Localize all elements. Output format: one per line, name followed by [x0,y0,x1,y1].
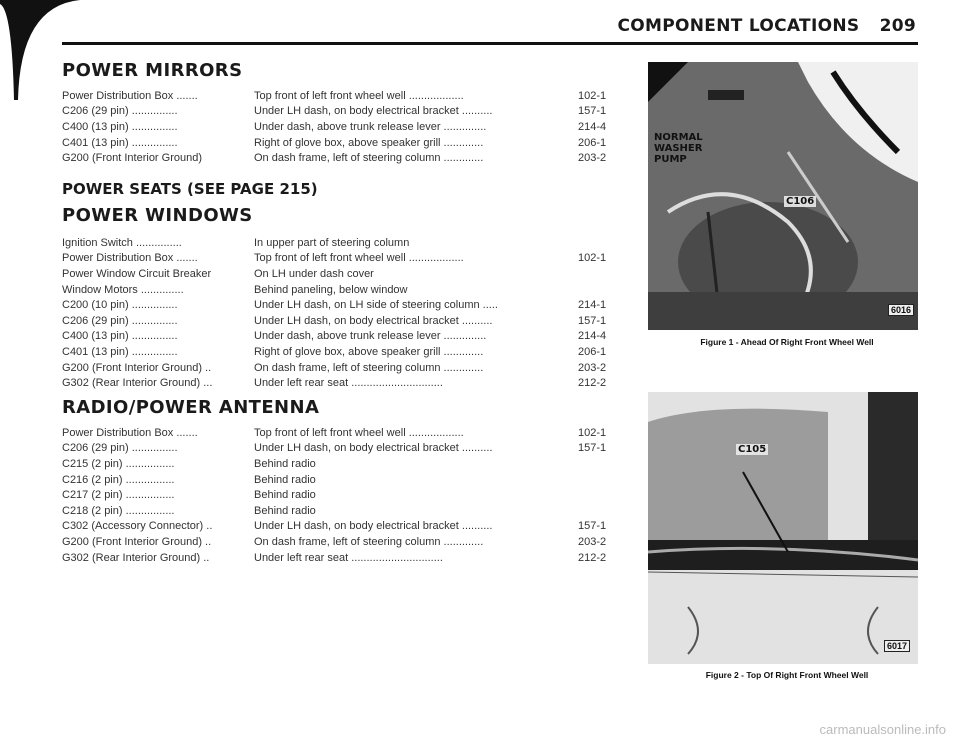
table-row: Ignition Switch ............... In upper part of steering column [62,236,410,249]
figure-2-photo [648,392,918,664]
table-row: C400 (13 pin) ............... Under dash, above trunk release lever .............. 214-4 [62,120,607,133]
table-row: C216 (2 pin) ................ Behind radio [62,473,316,486]
table-row: C206 (29 pin) ............... Under LH dash, on body electrical bracket .......... 157-1 [62,314,607,327]
table-row: Power Window Circuit Breaker On LH under dash cover [62,267,374,280]
table-row: C206 (29 pin) ............... Under LH dash, on body electrical bracket .......... 157-1 [62,105,607,118]
figure-1-pump-label: NORMAL WASHER PUMP [654,132,703,165]
section-title-power-seats: POWER SEATS (SEE PAGE 215) [62,180,318,198]
figure-1-number: 6016 [888,304,914,316]
table-row: G200 (Front Interior Ground) .. On dash frame, left of steering column ............. 203-2 [62,361,607,374]
section-title-radio-power-antenna: RADIO/POWER ANTENNA [62,397,320,418]
corner-crop-mark [0,0,100,100]
table-row: Power Distribution Box ....... Top front of left front wheel well .................. 102-1 [62,252,607,265]
table-row: Power Distribution Box ....... Top front of left front wheel well .................. 102-1 [62,426,607,439]
figure-2-number: 6017 [884,640,910,652]
figure-1-photo [648,62,918,330]
figure-1-caption: Figure 1 - Ahead Of Right Front Wheel Well [700,337,874,347]
table-power-mirrors [62,88,622,166]
table-radio-power-antenna [62,425,622,565]
table-row: C401 (13 pin) ............... Right of glove box, above speaker grill ............. 206-1 [62,136,607,149]
table-row: C302 (Accessory Connector) .. Under LH dash, on body electrical bracket .......... 157-1 [62,520,607,533]
header-rule [62,42,918,45]
table-row: Window Motors .............. Behind paneling, below window [62,283,408,296]
section-title-power-windows: POWER WINDOWS [62,205,253,226]
figure-2-connector-label: C105 [738,444,767,455]
section-title-power-mirrors: POWER MIRRORS [62,60,243,81]
table-row: C218 (2 pin) ................ Behind radio [62,504,316,517]
table-row: G302 (Rear Interior Ground) ... Under left rear seat .............................. 212-2 [62,377,607,390]
table-power-windows [62,235,622,391]
table-row: C217 (2 pin) ................ Behind radio [62,489,316,502]
header-title: COMPONENT LOCATIONS [617,16,860,36]
table-row: G200 (Front Interior Ground) .. On dash frame, left of steering column ............. 203-2 [62,535,607,548]
table-row: G200 (Front Interior Ground) On dash frame, left of steering column ............. 203-2 [62,152,607,165]
table-row: Power Distribution Box ....... Top front of left front wheel well .................. 102-1 [62,89,607,102]
page-number: 209 [879,16,916,36]
table-row: C400 (13 pin) ............... Under dash, above trunk release lever .............. 214-4 [62,330,607,343]
figure-2-illustration [648,392,918,664]
watermark: carmanualsonline.info [819,722,946,737]
table-row: C200 (10 pin) ............... Under LH dash, on LH side of steering column ..... 214-1 [62,299,607,312]
figure-2-caption: Figure 2 - Top Of Right Front Wheel Well [705,670,869,680]
page-header [618,16,916,36]
table-row: C215 (2 pin) ................ Behind radio [62,457,316,470]
table-row: C401 (13 pin) ............... Right of glove box, above speaker grill ............. 206-1 [62,345,607,358]
figure-1-connector-label: C106 [786,196,815,207]
table-row: C206 (29 pin) ............... Under LH dash, on body electrical bracket .......... 157-1 [62,442,607,455]
table-row: G302 (Rear Interior Ground) .. Under left rear seat .............................. 212-2 [62,551,607,564]
figure-1-illustration [648,62,918,330]
